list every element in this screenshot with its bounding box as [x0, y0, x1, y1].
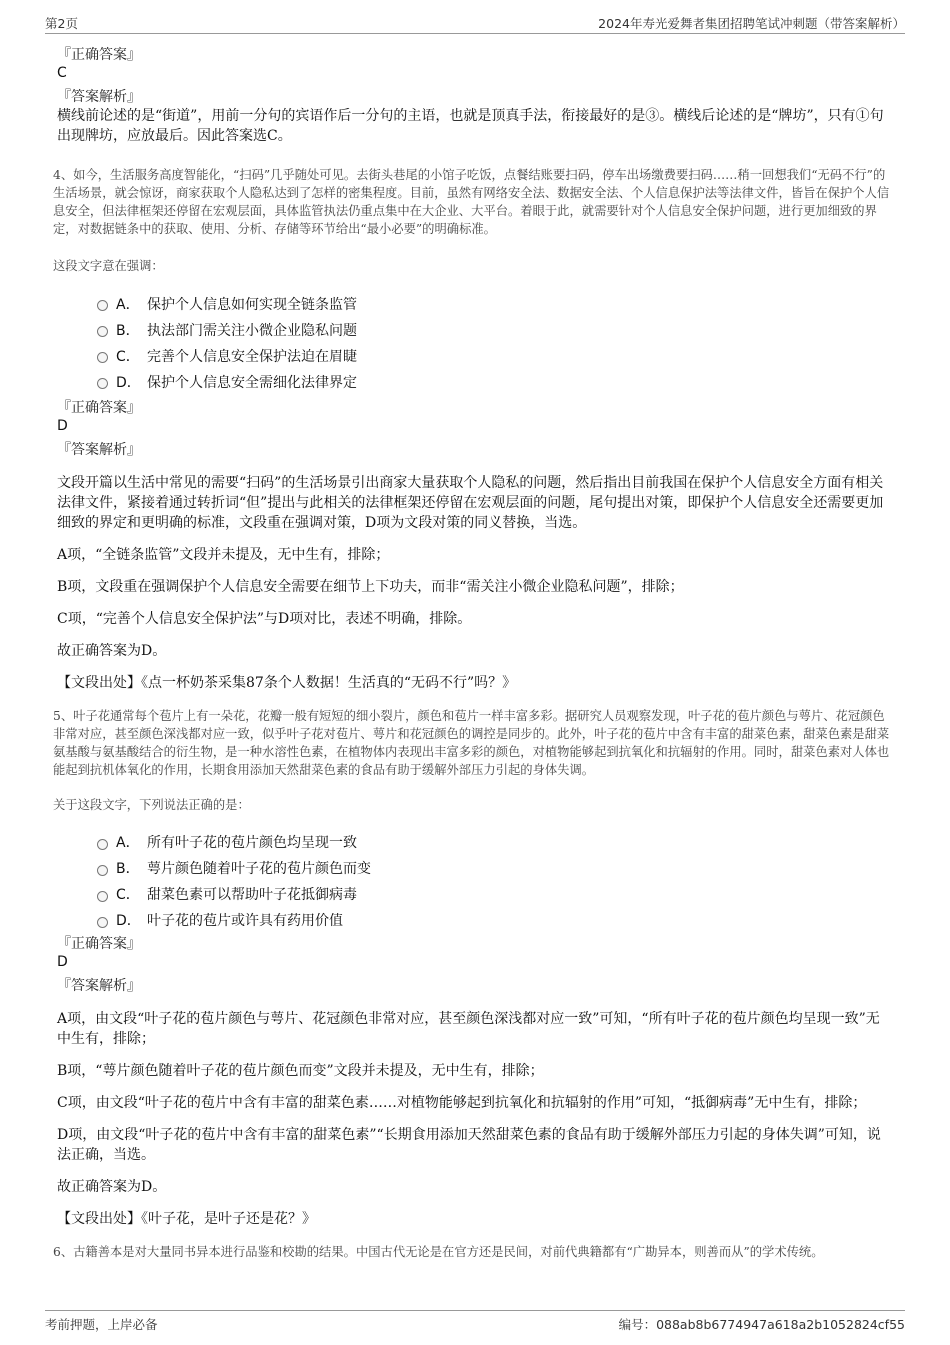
radio-icon[interactable]	[97, 891, 108, 902]
option-c[interactable]: C． 甜菜色素可以帮助叶子花抵御病毒	[97, 881, 893, 907]
question-passage: 6、古籍善本是对大量同书异本进行品鉴和校勘的结果。中国古代无论是在官方还是民间，对前代典籍都有“广勘异本，则善而从”的学术传统。	[53, 1245, 824, 1259]
correct-answer-value: D	[57, 954, 68, 970]
analysis-paragraph: 文段开篇以生活中常见的需要“扫码”的生活场景引出商家大量获取个人隐私的问题，然后指出目前我国在保护个人信息安全方面有相关法律文件，紧接着通过转折词“但”提出与此相关的法律框架还停留在宏观层面的问题，尾句提出对策，即保护个人信息安全还需要更加细致的界定和更明确的标准，文段重在强调对策，D项为文段对策的同义替换，当选。	[57, 474, 884, 531]
radio-icon[interactable]	[97, 865, 108, 876]
option-list	[97, 291, 893, 395]
option-b[interactable]: B． 萼片颜色随着叶子花的苞片颜色而变	[97, 855, 893, 881]
source-citation: 【文段出处】《点一杯奶茶采集87条个人数据！生活真的“无码不行”吗？》	[57, 674, 517, 691]
analysis-label: 『答案解析』	[57, 89, 141, 105]
document-body	[53, 46, 893, 1261]
radio-icon[interactable]	[97, 326, 108, 337]
analysis-paragraph: 故正确答案为D。	[57, 1179, 167, 1195]
analysis-paragraph: B项，“萼片颜色随着叶子花的苞片颜色而变”文段并未提及，无中生有，排除；	[57, 1063, 544, 1079]
analysis-paragraph: A项，由文段“叶子花的苞片颜色与萼片、花冠颜色非常对应，甚至颜色深浅都对应一致”可知，“所有叶子花的苞片颜色均呈现一致”无中生有，排除；	[57, 1011, 880, 1047]
analysis-paragraph: D项，由文段“叶子花的苞片中含有丰富的甜菜色素”“长期食用添加天然甜菜色素的食品有助于缓解外部压力引起的身体失调”可知，说法正确，当选。	[57, 1127, 881, 1163]
correct-answer-label: 『正确答案』	[57, 47, 141, 63]
footer-slogan: 考前押题，上岸必备	[45, 1317, 158, 1332]
question-passage: 4、如今，生活服务高度智能化，“扫码”几乎随处可见。去街头巷尾的小馆子吃饭，点餐结账要扫码，停车出场缴费要扫码……稍一回想我们“无码不行”的生活场景，就会惊讶，商家获取个人隐私达到了怎样的密集程度。目前，虽然有网络安全法、数据安全法、个人信息保护法等法律文件，皆旨在保护个人信息安全，但法律框架还停留在宏观层面，具体监管执法仍重点集中在大企业、大平台。着眼于此，就需要针对个人信息安全保护问题，进行更加细致的界定，对数据链条中的获取、使用、分析、存储等环节给出“最小必要”的明确标准。	[53, 168, 890, 236]
option-a[interactable]: A． 保护个人信息如何实现全链条监管	[97, 291, 893, 317]
option-d[interactable]: D． 保护个人信息安全需细化法律界定	[97, 369, 893, 395]
radio-icon[interactable]	[97, 378, 108, 389]
document-title: 2024年寿光爱舞者集团招聘笔试冲刺题（带答案解析）	[598, 16, 905, 31]
analysis-paragraph: C项，由文段“叶子花的苞片中含有丰富的甜菜色素……对植物能够起到抗氧化和抗辐射的作用”可知，“抵御病毒”无中生有，排除；	[57, 1095, 867, 1111]
option-d[interactable]: D． 叶子花的苞片或许具有药用价值	[97, 907, 893, 933]
question-stem: 关于这段文字，下列说法正确的是：	[53, 797, 250, 812]
question-stem: 这段文字意在强调：	[53, 259, 164, 273]
option-a[interactable]: A． 所有叶子花的苞片颜色均呈现一致	[97, 829, 893, 855]
analysis-text: 横线前论述的是“街道”，用前一分句的宾语作后一分句的主语，也就是顶真手法，衔接最好的是③。横线后论述的是“牌坊”，只有①句出现牌坊，应放最后。因此答案选C。	[57, 108, 884, 144]
radio-icon[interactable]	[97, 917, 108, 928]
correct-answer-value: D	[57, 417, 68, 434]
option-b[interactable]: B． 执法部门需关注小微企业隐私问题	[97, 317, 893, 343]
page-footer	[45, 1310, 905, 1332]
option-c[interactable]: C． 完善个人信息安全保护法迫在眉睫	[97, 343, 893, 369]
source-citation: 【文段出处】《叶子花，是叶子还是花？》	[57, 1211, 316, 1227]
analysis-paragraph: A项，“全链条监管”文段并未提及，无中生有，排除；	[57, 546, 390, 563]
analysis-paragraph: 故正确答案为D。	[57, 642, 167, 659]
analysis-label: 『答案解析』	[57, 441, 141, 458]
analysis-label: 『答案解析』	[57, 978, 141, 994]
radio-icon[interactable]	[97, 839, 108, 850]
correct-answer-label: 『正确答案』	[57, 399, 141, 416]
radio-icon[interactable]	[97, 352, 108, 363]
option-list	[97, 829, 893, 933]
correct-answer-value: C	[57, 65, 67, 81]
page-number: 第2页	[45, 16, 78, 31]
document-id: 编号：088ab8b6774947a618a2b1052824cf55	[618, 1317, 905, 1332]
page-header	[45, 12, 905, 34]
question-passage: 5、叶子花通常每个苞片上有一朵花，花瓣一般有短短的细小裂片，颜色和苞片一样丰富多彩。据研究人员观察发现，叶子花的苞片颜色与萼片、花冠颜色非常对应，甚至颜色深浅都对应一致，似乎叶子花对苞片、萼片和花冠颜色的调控是同步的。此外，叶子花的苞片中含有丰富的甜菜色素，甜菜色素是甜菜氨基酸与氨基酸结合的衍生物，是一种水溶性色素，在植物体内表现出丰富多彩的颜色，对植物能够起到抗氧化和抗辐射的作用。同时，甜菜色素对人体也能起到抗机体氧化的作用，长期食用添加天然甜菜色素的食品有助于缓解外部压力引起的身体失调。	[53, 708, 890, 777]
analysis-paragraph: C项，“完善个人信息安全保护法”与D项对比，表述不明确，排除。	[57, 610, 472, 627]
correct-answer-label: 『正确答案』	[57, 936, 141, 952]
analysis-paragraph: B项，文段重在强调保护个人信息安全需要在细节上下功夫，而非“需关注小微企业隐私问题”，排除；	[57, 578, 684, 595]
radio-icon[interactable]	[97, 300, 108, 311]
